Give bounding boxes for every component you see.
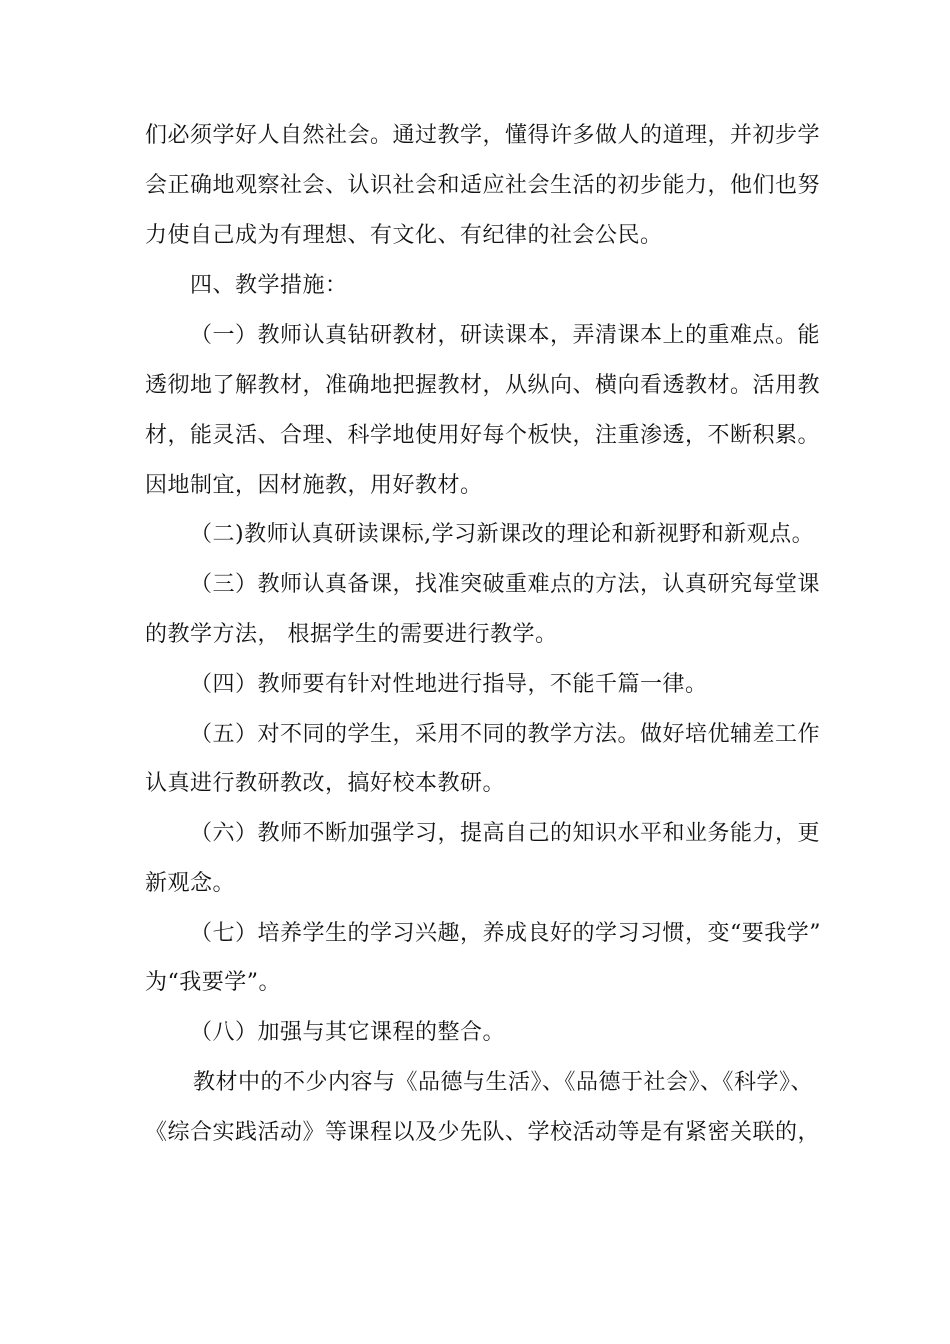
text-line: 新观念。	[145, 871, 236, 896]
text-line: （八）加强与其它课程的整合。	[190, 1020, 506, 1045]
text-line: （三）教师认真备课，找准突破重难点的方法，认真研究每堂课	[190, 572, 821, 597]
text-line: 透彻地了解教材，准确地把握教材，从纵向、横向看透教材。活用教	[145, 373, 821, 398]
text-line: 《综合实践活动》等课程以及少先队、学校活动等是有紧密关联的，	[145, 1120, 821, 1145]
text-line: （七）培养学生的学习兴趣，养成良好的学习习惯，变“要我学”	[190, 921, 821, 946]
text-line: （六）教师不断加强学习，提高自己的知识水平和业务能力，更	[190, 821, 821, 846]
text-line: 为“我要学”。	[145, 970, 281, 995]
text-line: 认真进行教研教改，搞好校本教研。	[145, 771, 506, 796]
text-line: 会正确地观察社会、认识社会和适应社会生活的初步能力，他们也努	[145, 173, 821, 198]
section-heading: 四、教学措施：	[190, 273, 348, 298]
text-line: 因地制宜，因材施教，用好教材。	[145, 473, 483, 498]
text-line: （四）教师要有针对性地进行指导，不能千篇一律。	[190, 672, 708, 697]
text-line: 们必须学好人自然社会。通过教学，懂得许多做人的道理，并初步学	[145, 123, 821, 148]
text-line: 力使自己成为有理想、有文化、有纪律的社会公民。	[145, 223, 663, 248]
text-line: （一）教师认真钻研教材，研读课本，弄清课本上的重难点。能	[190, 323, 821, 348]
text-line: （五）对不同的学生，采用不同的教学方法。做好培优辅差工作	[190, 722, 821, 747]
text-line: 材，能灵活、合理、科学地使用好每个板快，注重渗透，不断积累。	[145, 423, 821, 448]
text-line: 的教学方法， 根据学生的需要进行教学。	[145, 622, 558, 647]
text-line: （二)教师认真研读课标,学习新课改的理论和新视野和新观点。	[190, 522, 815, 547]
text-line: 教材中的不少内容与《品德与生活》、《品德于社会》、《科学》、	[193, 1070, 814, 1095]
